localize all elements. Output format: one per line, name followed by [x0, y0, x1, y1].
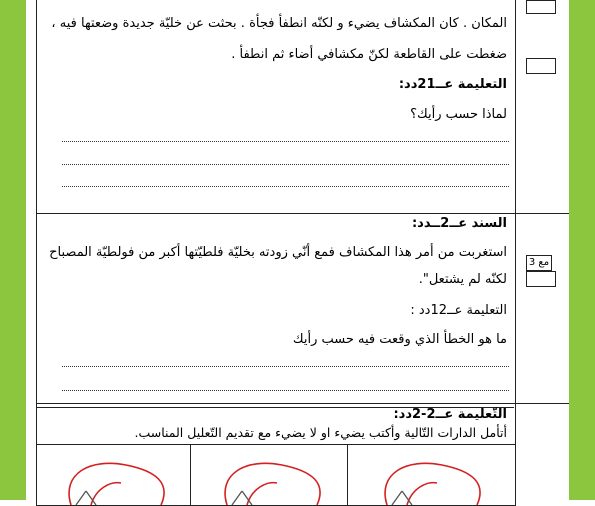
- circuit-diagram-1: [51, 453, 181, 505]
- section3-instruction-label: التّعليمة عــ2-2دد:: [393, 407, 507, 422]
- section-divider-2: [36, 403, 569, 404]
- mark-box-1[interactable]: [526, 0, 556, 14]
- frame-left-line: [36, 0, 37, 500]
- circuit-diagram-2: [207, 453, 337, 505]
- section1-text-line1: المكان . كان المكشاف يضيء و لكنّه انطفأ فجأة . بحثت عن خليّة جديدة وضعتها فيه ،: [51, 16, 507, 31]
- section2-question: ما هو الخطأ الذي وقعت فيه حسب رأيك: [292, 332, 507, 347]
- answer-line[interactable]: [62, 390, 509, 391]
- answer-line[interactable]: [62, 164, 509, 165]
- section2-text-line2: لكنّه لم يشتعل".: [418, 272, 507, 287]
- worksheet-sheet: [26, 0, 569, 500]
- mark-box-3[interactable]: [526, 271, 556, 287]
- frame-criteria-line: [515, 0, 516, 500]
- section1-text-line2: ضغطت على القاطعة لكنّ مكشافي أضاء ثم انطفأ .: [231, 47, 507, 62]
- section3-task: أتأمل الدارات التّالية وأكتب يضيء او لا يضيء مع تقديم التّعليل المناسب.: [134, 425, 507, 440]
- mark-box-2[interactable]: [526, 58, 556, 74]
- answer-line[interactable]: [62, 186, 509, 187]
- criterion-label: مع 3: [528, 257, 550, 268]
- answer-line[interactable]: [62, 141, 509, 142]
- section2-instruction-label: التعليمة عــ12دد :: [410, 303, 507, 318]
- section1-question: لماذا حسب رأيك؟: [410, 107, 507, 122]
- answer-line[interactable]: [62, 366, 509, 367]
- section1-instruction-label: التعليمة عــ21دد:: [398, 77, 507, 92]
- criterion-box: [526, 255, 552, 271]
- right-green-border: [569, 0, 595, 500]
- section-divider-1: [36, 213, 569, 214]
- circuits-row: [36, 444, 516, 506]
- circuit-divider: [347, 445, 348, 505]
- left-green-border: [0, 0, 26, 500]
- section2-document-label: السند عــ2ــدد:: [411, 216, 507, 231]
- circuit-divider: [190, 445, 191, 505]
- circuit-diagram-3: [367, 453, 497, 505]
- section2-text-line1: استغربت من أمر هذا المكشاف فمع أنّي زودته بخليّة فلطيّتها أكبر من فولطيّة المصباح: [49, 245, 507, 260]
